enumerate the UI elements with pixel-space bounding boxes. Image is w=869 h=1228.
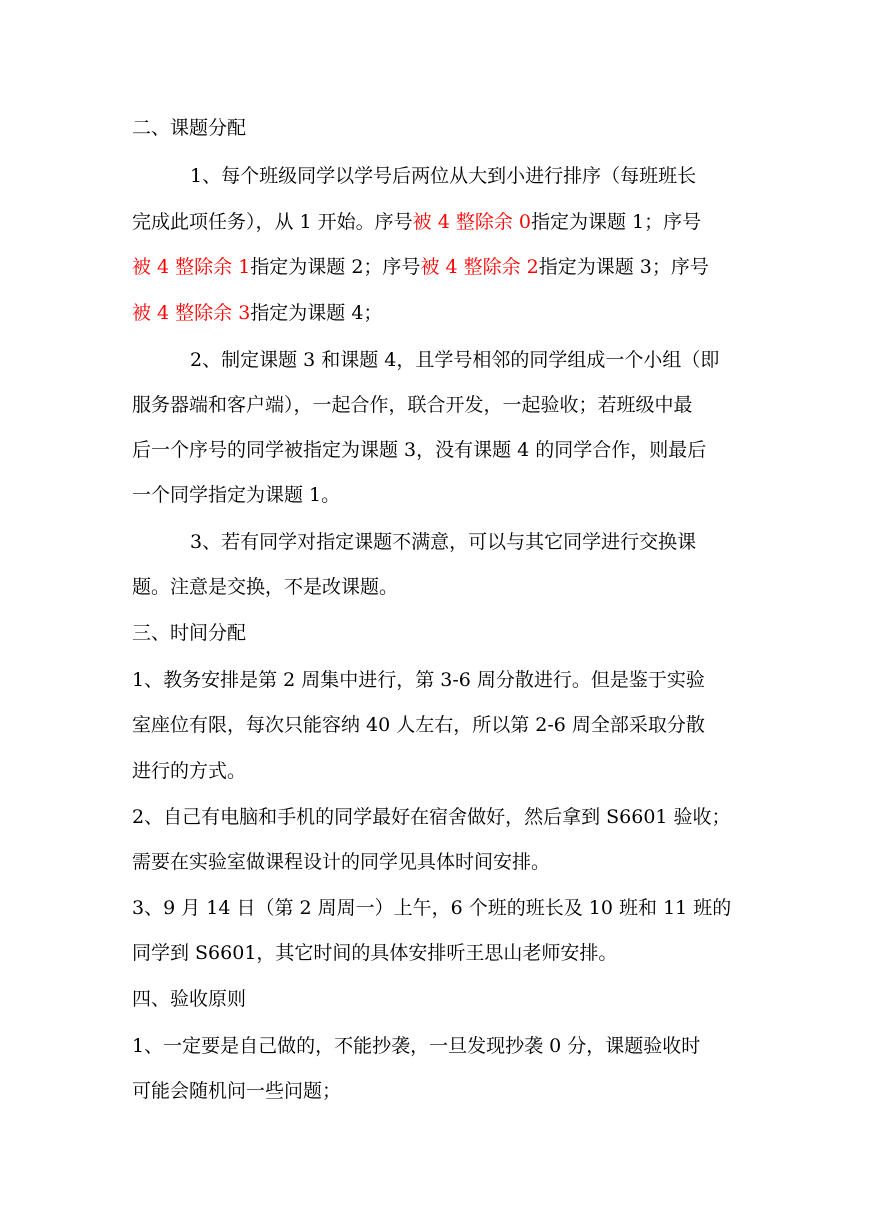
p1-red-3: 被 4 整除余 3	[132, 302, 251, 324]
t3-line-1: 3、9 月 14 日（第 2 周周一）上午，6 个班的班长及 10 班和 11 班的	[132, 897, 732, 919]
p1-text-d: 指定为课题 2；序号	[250, 256, 421, 278]
t2-line-1: 2、自己有电脑和手机的同学最好在宿舍做好，然后拿到 S6601 验收；	[132, 806, 731, 828]
t3-line-2: 同学到 S6601，其它时间的具体安排听王思山老师安排。	[132, 942, 618, 964]
p2-line-3: 后一个序号的同学被指定为课题 3，没有课题 4 的同学合作，则最后	[132, 439, 707, 461]
section-heading-2: 二、课题分配	[132, 117, 247, 139]
p1-text-f: 指定为课题 4；	[250, 302, 383, 324]
p1-line-1: 1、每个班级同学以学号后两位从大到小进行排序（每班班长	[190, 165, 697, 187]
p2-line-1: 2、制定课题 3 和课题 4，且学号相邻的同学组成一个小组（即	[190, 349, 720, 371]
t2-line-2: 需要在实验室做课程设计的同学见具体时间安排。	[132, 851, 551, 873]
t1-line-3: 进行的方式。	[132, 760, 247, 782]
p2-line-4: 一个同学指定为课题 1。	[132, 484, 341, 506]
p1-line-2	[132, 210, 701, 234]
p1-red-2: 被 4 整除余 2	[420, 256, 539, 278]
p1-text-e: 指定为课题 3；序号	[538, 256, 709, 278]
p1-red-1: 被 4 整除余 1	[132, 256, 251, 278]
p1-text-c: 指定为课题 1；序号	[530, 211, 702, 233]
v1-line-2: 可能会随机问一些问题；	[132, 1080, 342, 1102]
p1-red-0: 被 4 整除余 0	[412, 211, 531, 233]
section-heading-4: 四、验收原则	[132, 988, 247, 1010]
p1-text-b: 完成此项任务），从 1 开始。序号	[132, 211, 413, 233]
p2-line-2: 服务器端和客户端），一起合作，联合开发，一起验收；若班级中最	[132, 394, 693, 416]
p1-line-3	[132, 255, 709, 279]
p3-line-1: 3、若有同学对指定课题不满意，可以与其它同学进行交换课	[190, 531, 697, 553]
p1-line-4	[132, 301, 382, 325]
p3-line-2: 题。注意是交换，不是改课题。	[132, 576, 399, 598]
t1-line-2: 室座位有限，每次只能容纳 40 人左右，所以第 2-6 周全部采取分散	[132, 714, 705, 736]
t1-line-1: 1、教务安排是第 2 周集中进行，第 3-6 周分散进行。但是鉴于实验	[132, 669, 705, 691]
section-heading-3: 三、时间分配	[132, 622, 247, 644]
v1-line-1: 1、一定要是自己做的，不能抄袭，一旦发现抄袭 0 分，课题验收时	[132, 1035, 701, 1057]
